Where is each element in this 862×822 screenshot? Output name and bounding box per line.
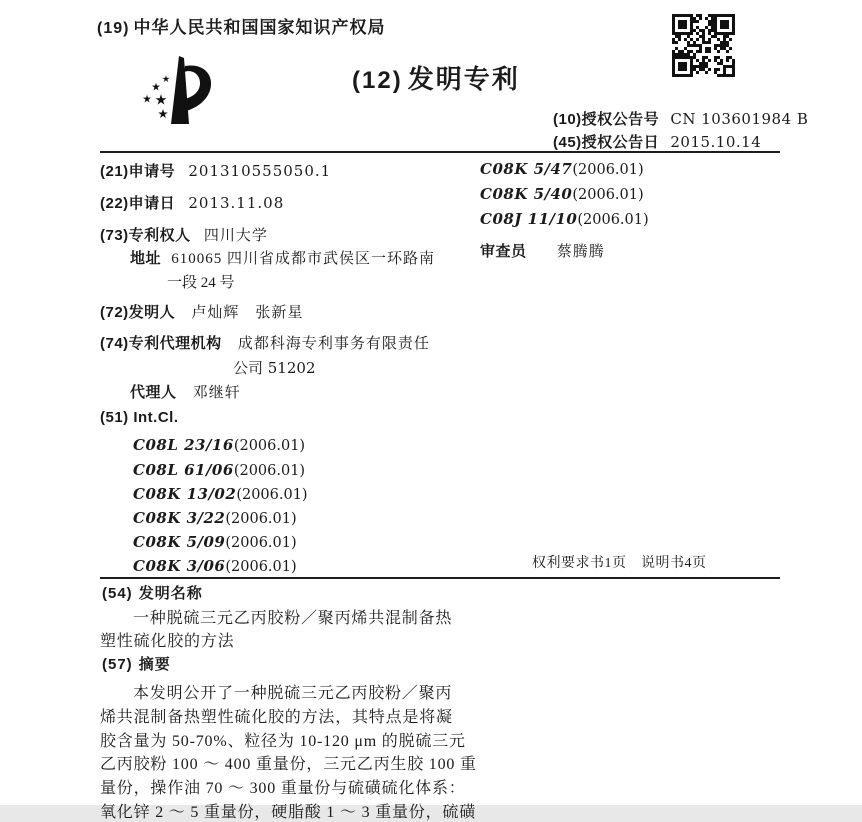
issuing-office [97, 13, 385, 38]
ipc-version: (2006.01) [236, 487, 308, 503]
cnipa-logo-icon [138, 54, 222, 130]
ipc-code: C08K 3/22 [133, 509, 226, 527]
inventors-value: 卢灿辉 张新星 [191, 305, 304, 321]
patentee-label: (73)专利权人 [100, 227, 191, 244]
ipc-code: C08K 13/02 [133, 485, 237, 503]
examiner-value: 蔡腾腾 [556, 244, 605, 260]
field-agency [100, 332, 430, 353]
field-agent [130, 381, 241, 402]
ipc-entry [133, 485, 308, 503]
ipc-version: (2006.01) [233, 438, 306, 454]
ipc-version: (2006.01) [572, 187, 644, 203]
document-kind-label: 发明专利 [407, 64, 520, 94]
header-divider [100, 151, 780, 153]
application-date-label: (22)申请日 [100, 195, 176, 212]
ipc-entry [480, 185, 644, 203]
ipc-version: (2006.01) [225, 535, 297, 551]
publication-number-value: CN 103601984 B [670, 110, 809, 128]
ipc-code: C08L 23/16 [133, 436, 234, 454]
application-number-value: 201310555050.1 [188, 162, 332, 180]
cnipa-logo-graphic [138, 54, 222, 130]
field-examiner [480, 240, 605, 261]
ipc-code: C08K 5/47 [480, 160, 573, 178]
ipc-entry [133, 509, 297, 527]
application-number-label: (21)申请号 [100, 163, 176, 180]
ipc-entry [480, 160, 644, 178]
invention-title-line1: 一种脱硫三元乙丙胶粉／聚丙烯共混制备热 [133, 610, 453, 627]
invention-title-heading-text: 发明名称 [138, 585, 203, 602]
agency-value-line1: 成都科海专利事务有限责任 [237, 336, 430, 352]
ipc-version: (2006.01) [233, 463, 306, 479]
inid-12: (12) [352, 67, 403, 94]
abstract-line: 本发明公开了一种脱硫三元乙丙胶粉／聚丙 [133, 685, 453, 702]
field-address [130, 247, 435, 268]
agent-label: 代理人 [130, 384, 177, 401]
publication-date-label: (45)授权公告日 [553, 134, 660, 151]
publication-number-label: (10)授权公告号 [553, 111, 660, 128]
examiner-label: 审查员 [480, 243, 527, 260]
field-inventors [100, 301, 303, 322]
abstract-heading [102, 653, 171, 674]
inid-19: (19) [97, 20, 130, 37]
body-divider [100, 577, 780, 579]
invention-title-heading [102, 582, 203, 603]
ipc-entry [480, 210, 649, 228]
abstract-line: 量份，操作油 70 ～ 300 重量份与硫磺硫化体系： [100, 780, 466, 797]
publication-date-value: 2015.10.14 [670, 133, 762, 151]
agency-label: (74)专利代理机构 [100, 335, 222, 352]
abstract-line: 乙丙胶粉 100 ～ 400 重量份，三元乙丙生胶 100 重 [100, 756, 477, 773]
document-kind [352, 59, 520, 96]
ipc-version: (2006.01) [572, 162, 644, 178]
field-patentee [100, 224, 268, 245]
abstract-line-clipped: 氧化锌 2 ～ 5 重量份，硬脂酸 1 ～ 3 重量份，硫磺 [100, 804, 477, 821]
ipc-code: C08L 61/06 [133, 461, 234, 479]
abstract-line: 烯共混制备热塑性硫化胶的方法，其特点是将凝 [100, 709, 453, 726]
qr-code-graphic [672, 14, 735, 77]
address-label: 地址 [130, 250, 162, 267]
agency-value-line2: 公司 51202 [233, 359, 316, 377]
ipc-entry [133, 436, 305, 454]
ipc-code: C08K 5/09 [133, 533, 226, 551]
ipc-code: C08K 5/40 [480, 185, 573, 203]
invention-title-line2: 塑性硫化胶的方法 [100, 633, 235, 650]
publication-number-line [553, 108, 808, 129]
field-int-cl [100, 409, 179, 426]
abstract-line: 胶含量为 50-70%、粒径为 10-120 μm 的脱硫三元 [100, 733, 466, 750]
patentee-value: 四川大学 [203, 228, 268, 244]
ipc-entry [133, 461, 305, 479]
int-cl-label: (51) Int.Cl. [100, 409, 179, 426]
agent-value: 邓继轩 [192, 385, 241, 401]
ipc-version: (2006.01) [577, 212, 649, 228]
ipc-version: (2006.01) [225, 511, 297, 527]
field-application-date [100, 192, 284, 213]
field-address-line2 [167, 271, 235, 292]
publication-date-line [553, 131, 761, 152]
ipc-code: C08K 3/06 [133, 557, 226, 575]
inventors-label: (72)发明人 [100, 304, 176, 321]
application-date-value: 2013.11.08 [188, 194, 285, 212]
ipc-version: (2006.01) [225, 559, 297, 575]
inid-57: (57) [102, 656, 133, 673]
ipc-entry [133, 533, 297, 551]
office-name: 中华人民共和国国家知识产权局 [133, 18, 386, 37]
pages-note: 权利要求书1页 说明书4页 [532, 556, 707, 571]
ipc-entry [133, 557, 297, 575]
qr-code-icon [672, 14, 735, 77]
abstract-heading-text: 摘要 [138, 656, 171, 673]
field-application-number [100, 160, 331, 181]
ipc-code: C08J 11/10 [480, 210, 578, 228]
field-agency-line2 [233, 357, 316, 378]
inid-54: (54) [102, 585, 133, 602]
address-value-line2: 一段 24 号 [167, 275, 235, 291]
address-value-line1: 610065 四川省成都市武侯区一环路南 [171, 251, 435, 267]
